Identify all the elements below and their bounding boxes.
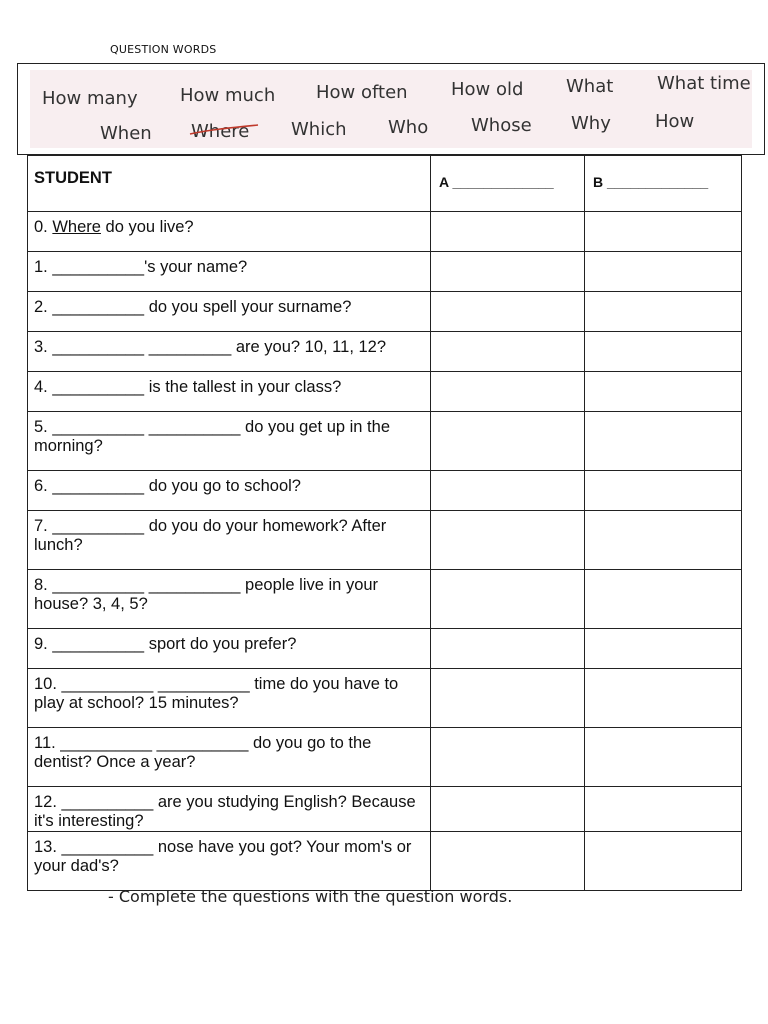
word-how-much: How much xyxy=(180,85,276,106)
table-row xyxy=(28,570,742,629)
word-whose: Whose xyxy=(471,115,532,136)
table-row xyxy=(28,728,742,787)
question-text: 2. __________ do you spell your surname? xyxy=(28,292,431,332)
example-answer-word: Where xyxy=(52,218,101,236)
answer-cell-a[interactable] xyxy=(431,292,585,332)
word-where-wrapper xyxy=(191,121,249,142)
answer-cell-a[interactable] xyxy=(431,728,585,787)
answer-cell-a[interactable] xyxy=(431,629,585,669)
table-row xyxy=(28,412,742,471)
header-student: STUDENT xyxy=(28,156,431,212)
table-row xyxy=(28,832,742,891)
example-question-text: do you live? xyxy=(100,218,194,236)
answer-cell-a[interactable] xyxy=(431,332,585,372)
answer-cell-b[interactable] xyxy=(585,332,742,372)
question-text: 7. __________ do you do your homework? After lunch? xyxy=(28,511,431,570)
table-row xyxy=(28,212,742,252)
word-what-time: What time xyxy=(657,73,751,94)
table-row xyxy=(28,629,742,669)
answer-cell-b[interactable] xyxy=(585,832,742,891)
answer-cell-a[interactable] xyxy=(431,787,585,832)
word-how: How xyxy=(655,111,695,132)
answer-cell-b[interactable] xyxy=(585,292,742,332)
answer-cell-a[interactable] xyxy=(431,412,585,471)
question-text: 11. __________ __________ do you go to the dentist? Once a year? xyxy=(28,728,431,787)
answer-cell-b[interactable] xyxy=(585,212,742,252)
table-header-row xyxy=(28,156,742,212)
header-student-b: B _____________ xyxy=(585,156,742,212)
word-how-old: How old xyxy=(451,79,524,100)
word-how-many: How many xyxy=(42,88,138,109)
question-text: 5. __________ __________ do you get up in the morning? xyxy=(28,412,431,471)
question-text: 8. __________ __________ people live in your house? 3, 4, 5? xyxy=(28,570,431,629)
worksheet-heading: QUESTION WORDS xyxy=(110,43,217,56)
answer-cell-a[interactable] xyxy=(431,832,585,891)
header-student-a: A _____________ xyxy=(431,156,585,212)
answer-cell-b[interactable] xyxy=(585,252,742,292)
instructions-text: - Complete the questions with the question words. xyxy=(108,887,513,906)
word-where: Where xyxy=(191,121,250,142)
table-row xyxy=(28,292,742,332)
table-row xyxy=(28,787,742,832)
answer-cell-a[interactable] xyxy=(431,372,585,412)
answer-cell-b[interactable] xyxy=(585,787,742,832)
table-row xyxy=(28,471,742,511)
question-text: 6. __________ do you go to school? xyxy=(28,471,431,511)
table-row xyxy=(28,669,742,728)
word-who: Who xyxy=(388,117,429,138)
word-bank-background xyxy=(30,70,752,148)
word-which: Which xyxy=(291,119,347,140)
example-number: 0. xyxy=(34,218,53,236)
answer-cell-b[interactable] xyxy=(585,511,742,570)
answer-cell-a[interactable] xyxy=(431,252,585,292)
answer-cell-b[interactable] xyxy=(585,412,742,471)
answer-cell-b[interactable] xyxy=(585,471,742,511)
question-text: 12. __________ are you studying English? Because it's interesting? xyxy=(28,787,431,832)
word-when: When xyxy=(100,123,152,144)
example-question xyxy=(28,212,431,252)
answer-cell-b[interactable] xyxy=(585,728,742,787)
word-bank-box xyxy=(17,63,765,155)
word-how-often: How often xyxy=(316,82,408,103)
answer-cell-b[interactable] xyxy=(585,669,742,728)
answer-cell-a[interactable] xyxy=(431,471,585,511)
answer-cell-a[interactable] xyxy=(431,511,585,570)
answer-cell-b[interactable] xyxy=(585,372,742,412)
question-text: 13. __________ nose have you got? Your mom's or your dad's? xyxy=(28,832,431,891)
table-row xyxy=(28,372,742,412)
question-text: 4. __________ is the tallest in your class? xyxy=(28,372,431,412)
question-text: 9. __________ sport do you prefer? xyxy=(28,629,431,669)
questions-table xyxy=(27,155,742,891)
question-text: 1. __________'s your name? xyxy=(28,252,431,292)
table-row xyxy=(28,252,742,292)
answer-cell-a[interactable] xyxy=(431,570,585,629)
word-what: What xyxy=(566,76,614,97)
table-row xyxy=(28,511,742,570)
table-row xyxy=(28,332,742,372)
answer-cell-b[interactable] xyxy=(585,629,742,669)
answer-cell-a[interactable] xyxy=(431,669,585,728)
question-text: 10. __________ __________ time do you have to play at school? 15 minutes? xyxy=(28,669,431,728)
strikethrough-mark xyxy=(188,124,260,136)
answer-cell-a[interactable] xyxy=(431,212,585,252)
answer-cell-b[interactable] xyxy=(585,570,742,629)
question-text: 3. __________ _________ are you? 10, 11, 12? xyxy=(28,332,431,372)
word-why: Why xyxy=(571,113,611,134)
